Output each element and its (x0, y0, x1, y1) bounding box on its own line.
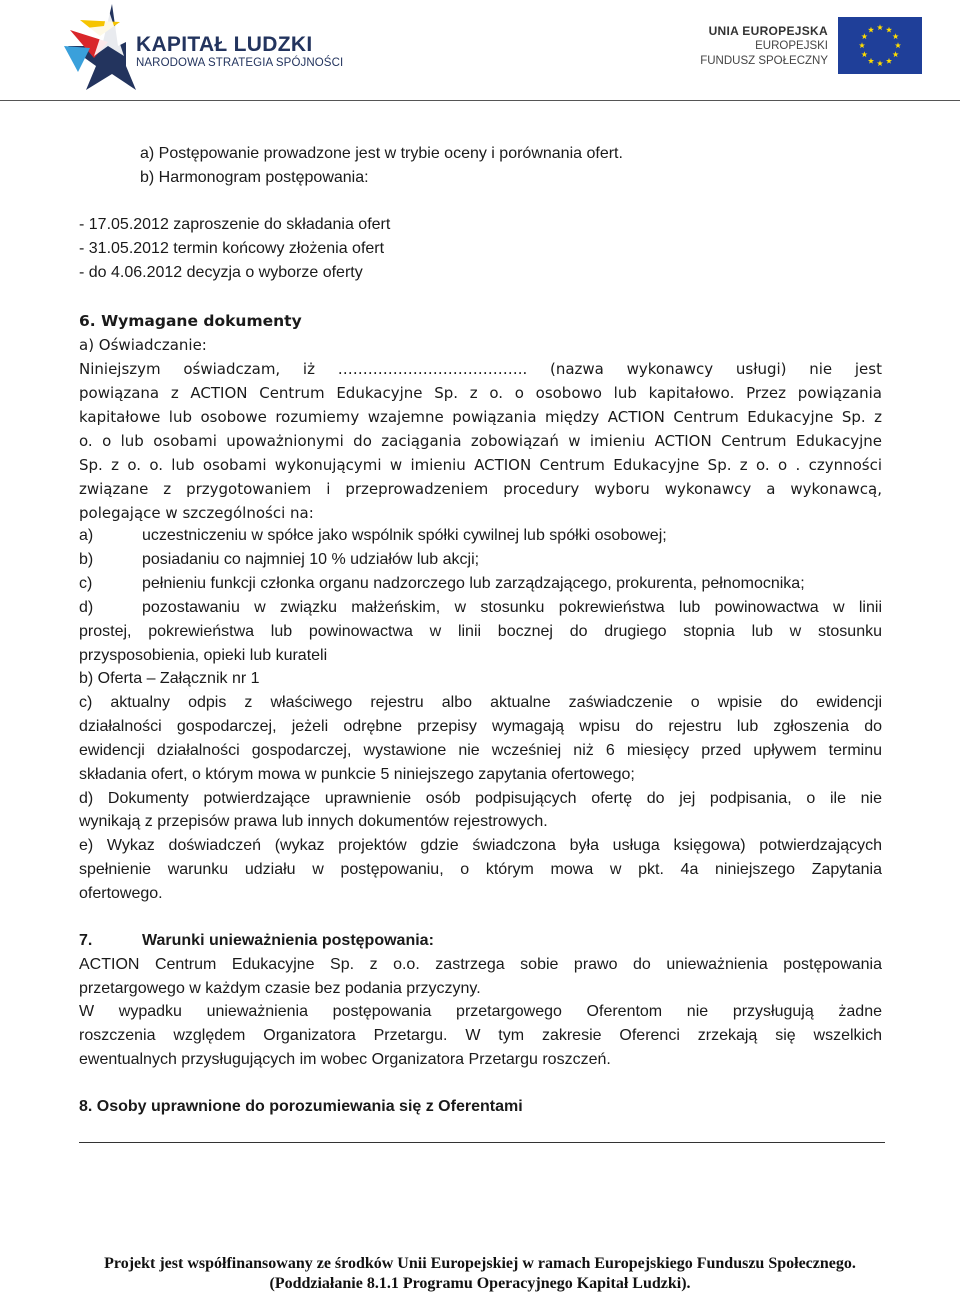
list-item-continuation: prostej, pokrewieństwa lub powinowactwa w linii bocznej do drugiego stopnia lub w stosunku (79, 623, 882, 640)
document-e-line: e) Wykaz doświadczeń (wykaz projektów gdzie świadczona była usługa księgowa) potwierdzających (79, 837, 882, 854)
page-header (0, 0, 960, 100)
document-e-line: spełnienie warunku udziału w postępowaniu, o którym mowa w pkt. 4a niniejszego Zapytania (79, 861, 882, 878)
offer-attachment: b) Oferta – Załącznik nr 1 (79, 670, 260, 687)
list-item-label: a) (79, 527, 94, 544)
footer-cofinancing: Projekt jest współfinansowany ze środków Unii Europejskiej w ramach Europejskiego Funduszu Społecznego. (104, 1255, 856, 1272)
document-c-line: działalności gospodarczej, jeżeli odrębne przepisy wymagają wpisu do rejestru lub zgłoszenia do (79, 718, 882, 735)
footer-program: (Poddziałanie 8.1.1 Programu Operacyjnego Kapitał Ludzki). (269, 1275, 691, 1292)
section-7-number: 7. (79, 932, 93, 949)
list-item-continuation: przysposobienia, opieki lub kurateli (79, 647, 328, 664)
eu-fund-label-1: EUROPEJSKI (755, 40, 828, 52)
kapital-ludzki-title: KAPITAŁ LUDZKI (136, 33, 313, 56)
list-item-label: c) (79, 575, 93, 592)
schedule-item: - 31.05.2012 termin końcowy złożenia ofert (79, 240, 385, 257)
section-7-line: W wypadku unieważnienia postępowania przetargowego Oferentom nie przysługują żadne (79, 1003, 882, 1020)
statement-line: polegające w szczególności na: (79, 504, 314, 522)
document-c-line: ewidencji działalności gospodarczej, wystawione nie wcześniej niż 6 miesięcy przed upływem terminu (79, 742, 882, 759)
list-item-label: d) (79, 599, 94, 616)
document-c-line: składania ofert, o którym mowa w punkcie 5 niniejszego zapytania ofertowego; (79, 766, 635, 783)
statement-line: Sp. z o. o. lub osobami wykonującymi w imieniu ACTION Centrum Edukacyjne Sp. z o. o . czynności (79, 456, 882, 474)
kapital-ludzki-subtitle: NARODOWA STRATEGIA SPÓJNOŚCI (136, 57, 344, 69)
header-divider (0, 100, 960, 101)
document-c-line: c) aktualny odpis z właściwego rejestru albo aktualne zaświadczenie o wpisie do ewidencji (79, 694, 882, 711)
statement-line: powiązana z ACTION Centrum Edukacyjne Sp. z o. o osobowo lub kapitałowo. Przez powiązania (79, 384, 882, 402)
schedule-item: - 17.05.2012 zaproszenie do składania ofert (79, 216, 391, 233)
list-item-text: posiadaniu co najmniej 10 % udziałów lub akcji; (142, 551, 480, 568)
section-7-line: ewentualnych przysługujących im wobec Organizatora Przetargu roszczeń. (79, 1051, 611, 1068)
document-d-line: d) Dokumenty potwierdzające uprawnienie osób podpisujących ofertę do jej podpisania, o ile nie (79, 790, 882, 807)
eu-flag-icon (838, 17, 922, 74)
statement-line: o. o lub osobami upoważnionymi do zaciągania zobowiązań w imieniu ACTION Centrum Edukacyjne (79, 432, 882, 450)
list-item-text: pełnieniu funkcji członka organu nadzorczego lub zarządzającego, prokurenta, pełnomocnika; (142, 575, 805, 592)
eu-union-label: UNIA EUROPEJSKA (708, 24, 828, 38)
statement-label: a) Oświadczanie: (79, 336, 207, 354)
statement-line: Niniejszym oświadczam, iż ……………………………….. (nazwa wykonawcy usługi) nie jest (79, 360, 882, 378)
section-7-line: roszczenia względem Organizatora Przetargu. W tym zakresie Oferenci zrzekają się wszelkich (79, 1027, 882, 1044)
section-6-heading: 6. Wymagane dokumenty (79, 312, 302, 330)
schedule-item: - do 4.06.2012 decyzja o wyborze oferty (79, 264, 363, 281)
section-7-line: przetargowego w każdym czasie bez podania przyczyny. (79, 980, 481, 997)
document-d-line: wynikają z przepisów prawa lub innych dokumentów rejestrowych. (79, 813, 548, 830)
eu-text-block (700, 24, 828, 69)
list-item-text: pozostawaniu w związku małżeńskim, w stosunku pokrewieństwa lub powinowactwa w linii (142, 599, 882, 616)
procedure-mode: a) Postępowanie prowadzone jest w trybie oceny i porównania ofert. (140, 145, 623, 162)
section-7-line: ACTION Centrum Edukacyjne Sp. z o.o. zastrzega sobie prawo do unieważnienia postępowania (79, 956, 882, 973)
section-8-heading: 8. Osoby uprawnione do porozumiewania się z Oferentami (79, 1098, 523, 1115)
list-item-text: uczestniczeniu w spółce jako wspólnik spółki cywilnej lub spółki osobowej; (142, 527, 667, 544)
statement-line: związane z przygotowaniem i przeprowadzeniem procedury wyboru wykonawcy a wykonawcą, (79, 480, 882, 498)
schedule-heading: b) Harmonogram postępowania: (140, 169, 369, 186)
content-end-divider (79, 1142, 885, 1143)
eu-fund-label-2: FUNDUSZ SPOŁECZNY (700, 55, 828, 67)
section-7-heading: Warunki unieważnienia postępowania: (142, 932, 434, 949)
statement-line: kapitałowe lub osobowe rozumiemy wzajemne powiązania między ACTION Centrum Edukacyjne Sp. z (79, 408, 882, 426)
document-e-line: ofertowego. (79, 885, 163, 902)
list-item-label: b) (79, 551, 94, 568)
